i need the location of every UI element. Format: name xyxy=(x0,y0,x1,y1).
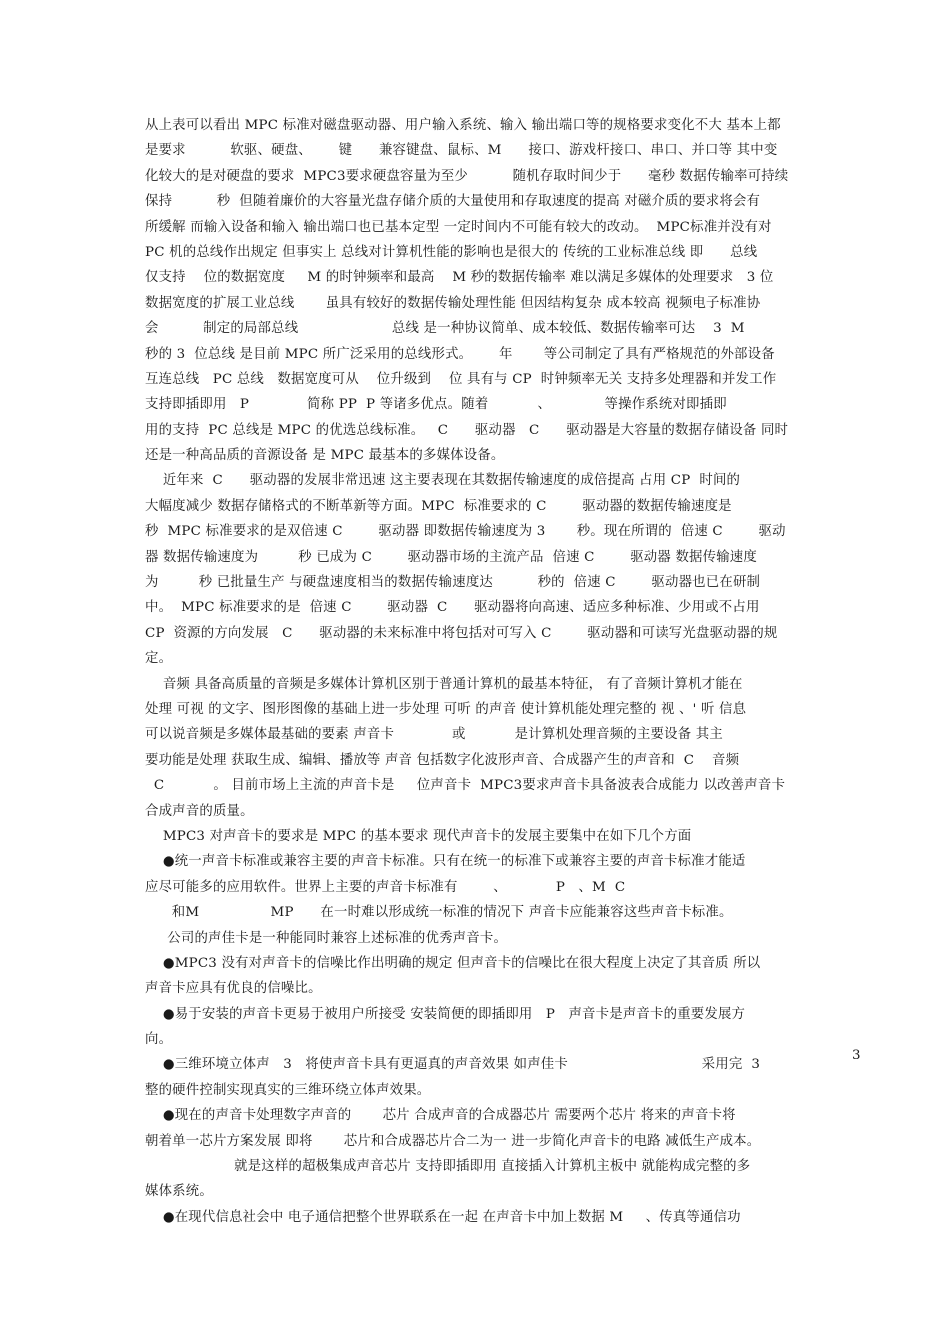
body-text xyxy=(145,113,815,1256)
text-line: 媒体系统。 xyxy=(145,1184,213,1200)
text-line: 声音卡应具有优良的信噪比。 xyxy=(145,981,322,997)
text-line: 互连总线 PC 总线 数据宽度可从 位升级到 位 具有与 CP 时钟频率无关 支持多处理器和并发工作 xyxy=(145,371,777,387)
text-line: 仅支持 位的数据宽度 M 的时钟频率和最高 M 秒的数据传输率 难以满足多媒体的处理要求 3 位 xyxy=(145,270,774,286)
text-line: ●易于安装的声音卡更易于被用户所接受 安装简便的即插即用 P 声音卡是声音卡的重要发展方 xyxy=(145,1006,746,1022)
text-line: 大幅度减少 数据存储格式的不断革新等方面。MPC 标准要求的 C 驱动器的数据传输速度是 xyxy=(145,498,732,514)
text-line: 应尽可能多的应用软件。世界上主要的声音卡标准有 、 P 、M C xyxy=(145,879,626,895)
text-line: 所缓解 而输入设备和输入 输出端口也已基本定型 一定时间内不可能有较大的改动。 MPC标准并没有对 xyxy=(145,219,772,235)
text-line: 从上表可以看出 MPC 标准对磁盘驱动器、用户输入系统、输入 输出端口等的规格要求变化不大 基本上都 xyxy=(145,118,781,133)
text-line: 数据宽度的扩展工业总线 虽具有较好的数据传输处理性能 但因结构复杂 成本较高 视频电子标准协 xyxy=(145,295,761,311)
text-line: 就是这样的超极集成声音芯片 支持即插即用 直接插入计算机主板中 就能构成完整的多 xyxy=(145,1159,751,1175)
text-line: 和M MP 在一时难以形成统一标准的情况下 声音卡应能兼容这些声音卡标准。 xyxy=(145,905,733,921)
text-line: PC 机的总线作出规定 但事实上 总线对计算机性能的影响也是很大的 传统的工业标准总线 即 总线 xyxy=(145,244,758,260)
text-line: 音频 具备高质量的音频是多媒体计算机区别于普通计算机的最基本特征， 有了音频计算机才能在 xyxy=(145,676,743,692)
text-line: 朝着单一芯片方案发展 即将 芯片和合成器芯片合二为一 进一步简化声音卡的电路 减低生产成本。 xyxy=(145,1133,761,1149)
text-line: 保持 秒 但随着廉价的大容量光盘存储介质的大量使用和存取速度的提高 对磁介质的要求将会有 xyxy=(145,194,761,210)
text-line: 向。 xyxy=(145,1032,173,1048)
text-line: 定。 xyxy=(145,651,173,667)
text-line: 中。 MPC 标准要求的是 倍速 C 驱动器 C 驱动器将向高速、适应多种标准、少用或不占用 xyxy=(145,600,760,616)
text-line: 会 制定的局部总线 总线 是一种协议简单、成本较低、数据传输率可达 3 M xyxy=(145,321,745,337)
text-line: MPC3 对声音卡的要求是 MPC 的基本要求 现代声音卡的发展主要集中在如下几个方面 xyxy=(145,828,692,844)
text-line: 化较大的是对硬盘的要求 MPC3要求硬盘容量为至少 随机存取时间少于 毫秒 数据传输率可持续 xyxy=(145,168,789,184)
text-line: ●MPC3 没有对声音卡的信噪比作出明确的规定 但声音卡的信噪比在很大程度上决定了其音质 所以 xyxy=(145,955,761,971)
text-line: 还是一种高品质的音源设备 是 MPC 最基本的多媒体设备。 xyxy=(145,448,505,464)
text-line: 整的硬件控制实现真实的三维环绕立体声效果。 xyxy=(145,1082,431,1098)
text-line: 支持即插即用 P 简称 PP P 等诸多优点。随着 、 等操作系统对即插即 xyxy=(145,397,727,413)
text-line: ●在现代信息社会中 电子通信把整个世界联系在一起 在声音卡中加上数据 M 、传真等通信功 xyxy=(145,1209,741,1225)
text-line: 合成声音的质量。 xyxy=(145,803,254,819)
text-line: ●现在的声音卡处理数字声音的 芯片 合成声音的合成器芯片 需要两个芯片 将来的声音卡将 xyxy=(145,1108,736,1124)
text-line: 为 秒 已批量生产 与硬盘速度相当的数据传输速度达 秒的 倍速 C 驱动器也已在研制 xyxy=(145,575,761,591)
overflow-char: 3 xyxy=(852,1048,861,1063)
text-line: 要功能是处理 获取生成、编辑、播放等 声音 包括数字化波形声音、合成器产生的声音和 C 音频 xyxy=(145,752,740,768)
text-line: ●统一声音卡标准或兼容主要的声音卡标准。只有在统一的标准下或兼容主要的声音卡标准才能适 xyxy=(145,854,746,870)
text-line: C 。 目前市场上主流的声音卡是 位声音卡 MPC3要求声音卡具备波表合成能力 以改善声音卡 xyxy=(145,778,786,794)
text-line: 是要求 软驱、硬盘、 键 兼容键盘、鼠标、M 接口、游戏杆接口、串口、并口等 其中变 xyxy=(145,143,778,159)
text-line: 处理 可视 的文字、图形图像的基础上进一步处理 可听 的声音 使计算机能处理完整的 视 、' 听 信息 xyxy=(145,701,747,717)
text-line: 秒 MPC 标准要求的是双倍速 C 驱动器 即数据传输速度为 3 秒。现在所谓的 倍速 C 驱动 xyxy=(145,524,786,540)
text-line xyxy=(145,1230,815,1255)
text-line: 秒的 3 位总线 是目前 MPC 所广泛采用的总线形式。 年 等公司制定了具有严格规范的外部设备 xyxy=(145,346,775,362)
text-line: 公司的声佳卡是一种能同时兼容上述标准的优秀声音卡。 xyxy=(145,930,508,946)
text-line: 器 数据传输速度为 秒 已成为 C 驱动器市场的主流产品 倍速 C 驱动器 数据传输速度 xyxy=(145,549,757,565)
text-line: ●三维环境立体声 3 将使声音卡具有更逼真的声音效果 如声佳卡 采用完 3 xyxy=(145,1057,761,1073)
text-line: 可以说音频是多媒体最基础的要素 声音卡 或 是计算机处理音频的主要设备 其主 xyxy=(145,727,723,743)
text-line: CP 资源的方向发展 C 驱动器的未来标准中将包括对可写入 C 驱动器和可读写光盘驱动器的规 xyxy=(145,625,778,641)
text-line: 近年来 C 驱动器的发展非常迅速 这主要表现在其数据传输速度的成倍提高 占用 CP 时间的 xyxy=(145,473,741,489)
text-line: 用的支持 PC 总线是 MPC 的优选总线标准。 C 驱动器 C 驱动器是大容量的数据存储设备 同时 xyxy=(145,422,789,438)
